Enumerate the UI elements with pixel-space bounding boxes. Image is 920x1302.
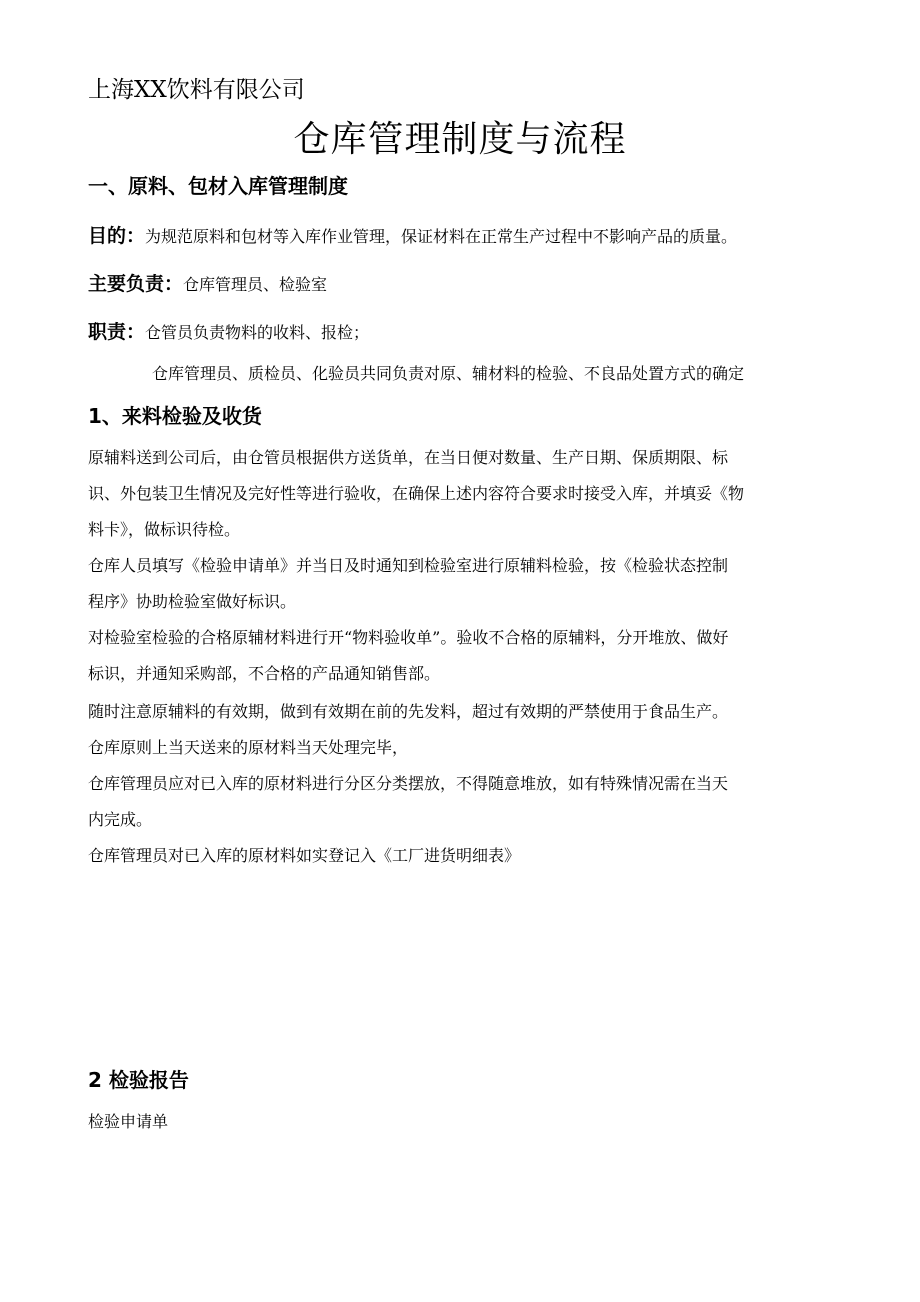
- body-line: 对检验室检验的合格原辅材料进行开“物料验收单”。验收不合格的原辅料，分开堆放、做好: [88, 628, 729, 647]
- duty-paragraph: [88, 318, 369, 347]
- body-line: 随时注意原辅料的有效期，做到有效期在前的先发料，超过有效期的严禁使用于食品生产。: [88, 702, 729, 721]
- body-line: 仓库管理员应对已入库的原材料进行分区分类摆放，不得随意堆放，如有特殊情况需在当天: [88, 774, 729, 793]
- document-title: 仓库管理制度与流程: [293, 119, 627, 160]
- company-name: 上海XX饮料有限公司: [88, 77, 305, 103]
- body-line: 仓库人员填写《检验申请单》并当日及时通知到检验室进行原辅料检验，按《检验状态控制: [88, 556, 729, 575]
- body-line: 程序》协助检验室做好标识。: [88, 592, 297, 611]
- body-line: 识、外包装卫生情况及完好性等进行验收，在确保上述内容符合要求时接受入库，并填妥《物: [88, 484, 745, 503]
- body-line: 仓库管理员对已入库的原材料如实登记入《工厂进货明细表》: [88, 846, 521, 865]
- section-heading: 一、原料、包材入库管理制度: [88, 174, 348, 198]
- duty-text-1: 仓管员负责物料的收料、报检；: [145, 323, 370, 342]
- subsection-heading: 1、来料检验及收货: [88, 404, 262, 428]
- body-line: 标识，并通知采购部，不合格的产品通知销售部。: [88, 664, 441, 683]
- purpose-text: 为规范原料和包材等入库作业管理，保证材料在正常生产过程中不影响产品的质量。: [145, 227, 738, 246]
- body-line: 检验申请单: [88, 1112, 169, 1131]
- purpose-paragraph: [88, 222, 737, 251]
- body-line: 原辅料送到公司后，由仓管员根据供方送货单，在当日便对数量、生产日期、保质期限、标: [88, 448, 729, 467]
- body-line: 内完成。: [88, 810, 153, 829]
- duty-text-2: 仓库管理员、质检员、化验员共同负责对原、辅材料的检验、不良品处置方式的确定: [152, 364, 745, 383]
- owner-paragraph: [88, 270, 327, 299]
- owner-text: 仓库管理员、检验室: [183, 275, 328, 294]
- subsection-heading: 2 检验报告: [88, 1068, 189, 1092]
- body-line: 料卡》，做标识待检。: [88, 520, 241, 539]
- body-line: 仓库原则上当天送来的原材料当天处理完毕，: [88, 738, 409, 757]
- owner-label: 主要负责：: [88, 273, 184, 295]
- purpose-label: 目的：: [88, 225, 146, 247]
- duty-label: 职责：: [88, 321, 146, 343]
